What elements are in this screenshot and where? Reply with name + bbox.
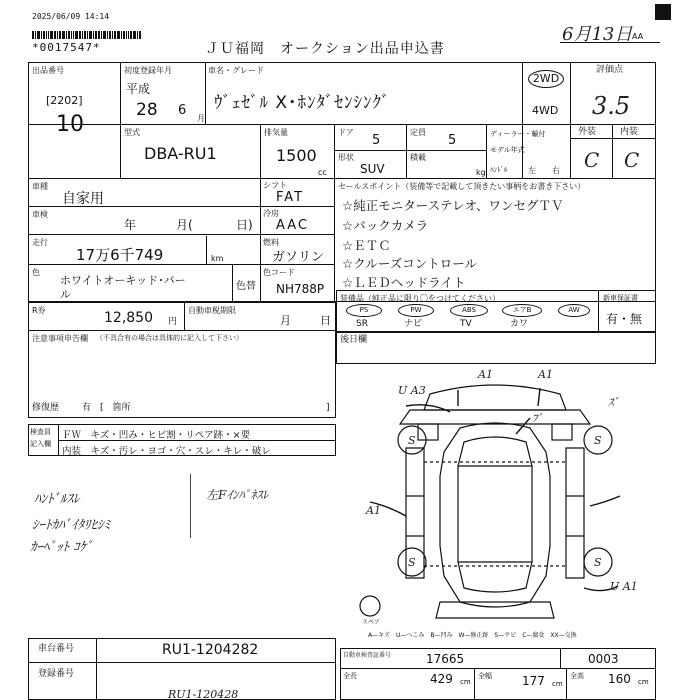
mark-a1-left-side: A1 — [366, 504, 381, 517]
date-suffix: AA — [632, 32, 644, 41]
date-underline — [560, 42, 660, 43]
selling-point-3: ☆ＥＴＣ — [342, 238, 391, 253]
width-label: 全幅 — [478, 672, 492, 680]
height-value: 160 — [608, 672, 631, 686]
col-line — [334, 124, 335, 178]
inspector-line-1: ＦＷ キズ・凹み・ヒビ割・リペア跡・×要 — [62, 430, 251, 441]
inspector-line-2: 内装 キズ・汚レ・ヨゴ・穴・スレ・キレ・破レ — [62, 446, 271, 457]
registration-year: 28 — [136, 100, 158, 120]
repair-bracket: ] — [326, 403, 330, 413]
height-label: 全高 — [570, 672, 584, 680]
mark-zu: ｽﾞ — [608, 396, 619, 409]
selling-points-label: セールスポイント（装備等で記載して頂きたい事柄をお書き下さい） — [338, 182, 586, 191]
col-line — [406, 124, 407, 178]
col-line — [598, 290, 599, 332]
col-line — [560, 648, 561, 668]
timestamp: 2025/06/09 14:14 — [32, 12, 110, 21]
tax-label: R券 — [32, 306, 46, 315]
rear-view-body — [436, 602, 554, 618]
handle-label: ﾊﾝﾄﾞﾙ — [490, 166, 508, 174]
exterior-value: C — [584, 148, 600, 172]
handwritten-date: 6月13日 — [562, 24, 633, 45]
mark-front-a1-left: A1 — [478, 368, 493, 381]
dealer-label: ディーラー・輸付 — [490, 130, 546, 138]
row-line — [570, 138, 656, 139]
equipment-airbag: エアB — [502, 304, 542, 317]
color-extra-label: 色替 — [236, 281, 256, 292]
post-notes-label: 後日欄 — [340, 335, 368, 345]
shift-label: シフト — [263, 181, 287, 190]
inspection-month: 月( — [176, 218, 193, 232]
row-line — [334, 150, 486, 151]
corner-mark — [655, 4, 671, 20]
color-value-line1: ホワイトオーキッド･パー — [60, 274, 186, 287]
mileage-label: 走行 — [32, 238, 48, 247]
col-line — [612, 124, 613, 178]
doors-value: 5 — [372, 133, 381, 148]
vehicle-type-value: 自家用 — [62, 191, 104, 207]
spare-tire — [360, 596, 380, 616]
row-line — [28, 124, 656, 125]
damage-mark-line — [406, 405, 450, 412]
col-line — [522, 62, 523, 178]
color-code-value: NH788P — [276, 282, 325, 296]
notes-sub: （不具合有の場合は具体的に記入して下さい） — [96, 334, 243, 342]
mileage-value: 17万6千749 — [76, 246, 164, 264]
capacity-label: 定員 — [410, 128, 426, 137]
inspection-no-1: 17665 — [426, 652, 465, 666]
drive-4wd: 4WD — [532, 104, 559, 117]
tax-value: 12,850 — [104, 310, 153, 326]
displacement-label: 排気量 — [264, 128, 288, 137]
inspection-label: 車検 — [32, 210, 48, 219]
model-label: 型式 — [124, 128, 140, 137]
col-line — [260, 124, 261, 178]
damage-legend: A—キズ U—へこみ B—凹み W—修正跡 S—サビ C—腐食 XX—交換 — [368, 632, 577, 639]
shift-value: FAT — [276, 190, 305, 205]
selling-point-1: ☆純正モニターステレオ、ワンセグＴＶ — [342, 198, 564, 213]
damage-mark-line — [590, 496, 620, 506]
row-line — [28, 234, 334, 235]
shape-value: SUV — [360, 162, 385, 176]
handle-left: 左 — [528, 166, 536, 175]
tax-expiry-day: 日 — [320, 314, 331, 327]
car-name-value: ｳﾞｪｾﾞﾙ X･ﾎﾝﾀﾞｾﾝｼﾝｸﾞ — [214, 93, 391, 113]
selling-point-2: ☆バックカメラ — [342, 218, 429, 233]
color-value-line2: ル — [60, 288, 71, 301]
exterior-label: 外装 — [578, 127, 597, 137]
form-title: ＪＵ福岡 オークション出品申込書 — [205, 41, 445, 57]
mark-s-fr: S — [594, 434, 602, 447]
load-label: 積載 — [410, 153, 426, 162]
right-side-body — [566, 448, 584, 578]
col-line — [486, 124, 487, 178]
registration-label: 初度登録年月 — [124, 66, 172, 75]
front-view-wheel-right — [552, 424, 572, 440]
chassis-value: RU1-1204282 — [162, 642, 259, 658]
doors-label: ドア — [338, 128, 354, 137]
row-line — [28, 330, 336, 331]
equipment-tv: TV — [460, 319, 472, 329]
mileage-unit: km — [211, 254, 224, 263]
plan-view-body — [440, 423, 550, 607]
interior-label: 内装 — [620, 127, 639, 137]
notes-box — [28, 302, 336, 418]
selling-point-5: ☆ＬＥＤヘッドライト — [342, 275, 466, 290]
repair-value: 有 [ 箇所 — [82, 403, 131, 413]
lot-number: 10 — [56, 112, 84, 137]
aircon-value: AAC — [276, 218, 309, 233]
model-value: DBA-RU1 — [144, 144, 217, 163]
grade-label: 評価点 — [596, 65, 624, 75]
color-code-label: 色コード — [263, 268, 295, 277]
col-line — [334, 178, 335, 302]
model-year-label: モデル年式 — [490, 146, 525, 154]
aircon-label: 冷房 — [263, 209, 279, 218]
selling-point-4: ☆クルーズコントロール — [342, 256, 477, 271]
book-value: 有・無 — [606, 312, 643, 326]
mark-ua1-rear: U A1 — [610, 580, 638, 593]
length-label: 全長 — [343, 672, 357, 680]
vehicle-type-label: 車種 — [32, 182, 48, 191]
col-line — [570, 62, 571, 178]
equipment-pw: PW — [398, 304, 434, 317]
book-label: 新車保証書 — [603, 294, 638, 302]
front-view-wheel-left — [418, 424, 438, 440]
handle-right: 右 — [552, 166, 560, 175]
equipment-label: 装備品（純正品に限り〇をつけてください） — [340, 294, 500, 303]
col-line — [96, 638, 97, 700]
bottom-scribble: RU1-120428 — [168, 688, 239, 700]
displacement-unit: cc — [318, 168, 327, 177]
handwritten-note-1: ﾊﾝﾄﾞﾙｽﾚ — [34, 492, 80, 507]
color-label: 色 — [32, 268, 40, 277]
handwritten-note-2: ｼｰﾄｶﾊﾞｲﾀﾘﾋｼﾐ — [32, 518, 110, 533]
tax-expiry-month: 月 — [280, 314, 291, 327]
row-line — [28, 178, 656, 179]
inspection-year: 年 — [124, 218, 137, 232]
col-line — [474, 668, 475, 700]
front-view-body — [400, 410, 590, 424]
col-line — [260, 178, 261, 302]
width-unit: cm — [552, 680, 563, 688]
vin-label: 自動車検査証番号 — [343, 652, 392, 659]
interior-value: C — [624, 148, 640, 172]
fuel-label: 燃料 — [263, 238, 279, 247]
mark-ua3: U A3 — [398, 384, 426, 397]
fuel-value: ガソリン — [272, 250, 325, 265]
col-line — [566, 668, 567, 700]
registration-month-unit: 月 — [197, 114, 205, 123]
car-damage-diagram — [340, 366, 656, 628]
equipment-ps: PS — [346, 304, 382, 317]
displacement-value: 1500 — [276, 146, 317, 165]
mark-front-a1-right: A1 — [538, 368, 553, 381]
capacity-value: 5 — [448, 133, 457, 148]
load-unit: kg — [476, 168, 486, 177]
equipment-sr: SR — [356, 319, 368, 329]
damage-mark-line — [538, 388, 540, 406]
col-line — [120, 62, 121, 178]
equipment-aw: AW — [558, 304, 590, 317]
registration-month: 6 — [178, 103, 187, 118]
col-line — [206, 236, 207, 264]
row-line — [340, 668, 656, 669]
grade-value: 3.5 — [592, 92, 631, 120]
drive-2wd-circled: 2WD — [528, 70, 564, 88]
height-unit: cm — [638, 678, 649, 686]
post-notes-box — [336, 332, 656, 364]
spare-label: スペア — [362, 619, 381, 626]
equipment-navi: ナビ — [404, 319, 423, 329]
registration-era: 平成 — [126, 82, 151, 96]
repair-label: 修復歴 — [32, 403, 60, 413]
lot-code: [2202] — [46, 94, 83, 107]
mark-s-rr: S — [594, 556, 602, 569]
col-line — [205, 62, 206, 124]
width-value: 177 — [522, 674, 545, 688]
col-line — [232, 264, 233, 302]
damage-mark-line — [516, 418, 530, 434]
pen-stroke — [190, 474, 191, 538]
reg-number-label: 登録番号 — [38, 669, 75, 679]
mark-pu: ﾌﾟ — [532, 412, 543, 425]
tax-unit: 円 — [168, 317, 178, 327]
tax-expiry-label: 自動車税期限 — [188, 306, 236, 315]
inspector-label-1: 検査員 — [30, 428, 51, 436]
length-value: 429 — [430, 672, 453, 686]
handwritten-note-3: ｶｰﾍﾟｯﾄ ｺｹﾞ — [30, 540, 93, 555]
shape-label: 形状 — [338, 153, 354, 162]
inspection-no-2: 0003 — [588, 652, 619, 666]
doc-number: *0017547* — [32, 41, 101, 54]
row-line — [28, 662, 336, 663]
front-view-roof — [424, 385, 566, 410]
lot-label: 出品番号 — [32, 66, 64, 75]
car-name-label: 車名・グレード — [208, 66, 264, 75]
handwritten-note-mid: 左Fｲﾝﾊﾟﾈｽﾚ — [206, 488, 269, 502]
equipment-abs: ABS — [450, 304, 488, 317]
inspection-day: 日) — [236, 218, 253, 232]
inspector-label-2: 記入欄 — [30, 440, 51, 448]
equipment-leather: カワ — [510, 319, 529, 329]
mark-s-rl: S — [408, 556, 416, 569]
length-unit: cm — [460, 678, 471, 686]
chassis-label: 車台番号 — [38, 644, 75, 654]
mark-s-fl: S — [408, 434, 416, 447]
notes-label: 注意事項申告欄 — [32, 334, 88, 343]
